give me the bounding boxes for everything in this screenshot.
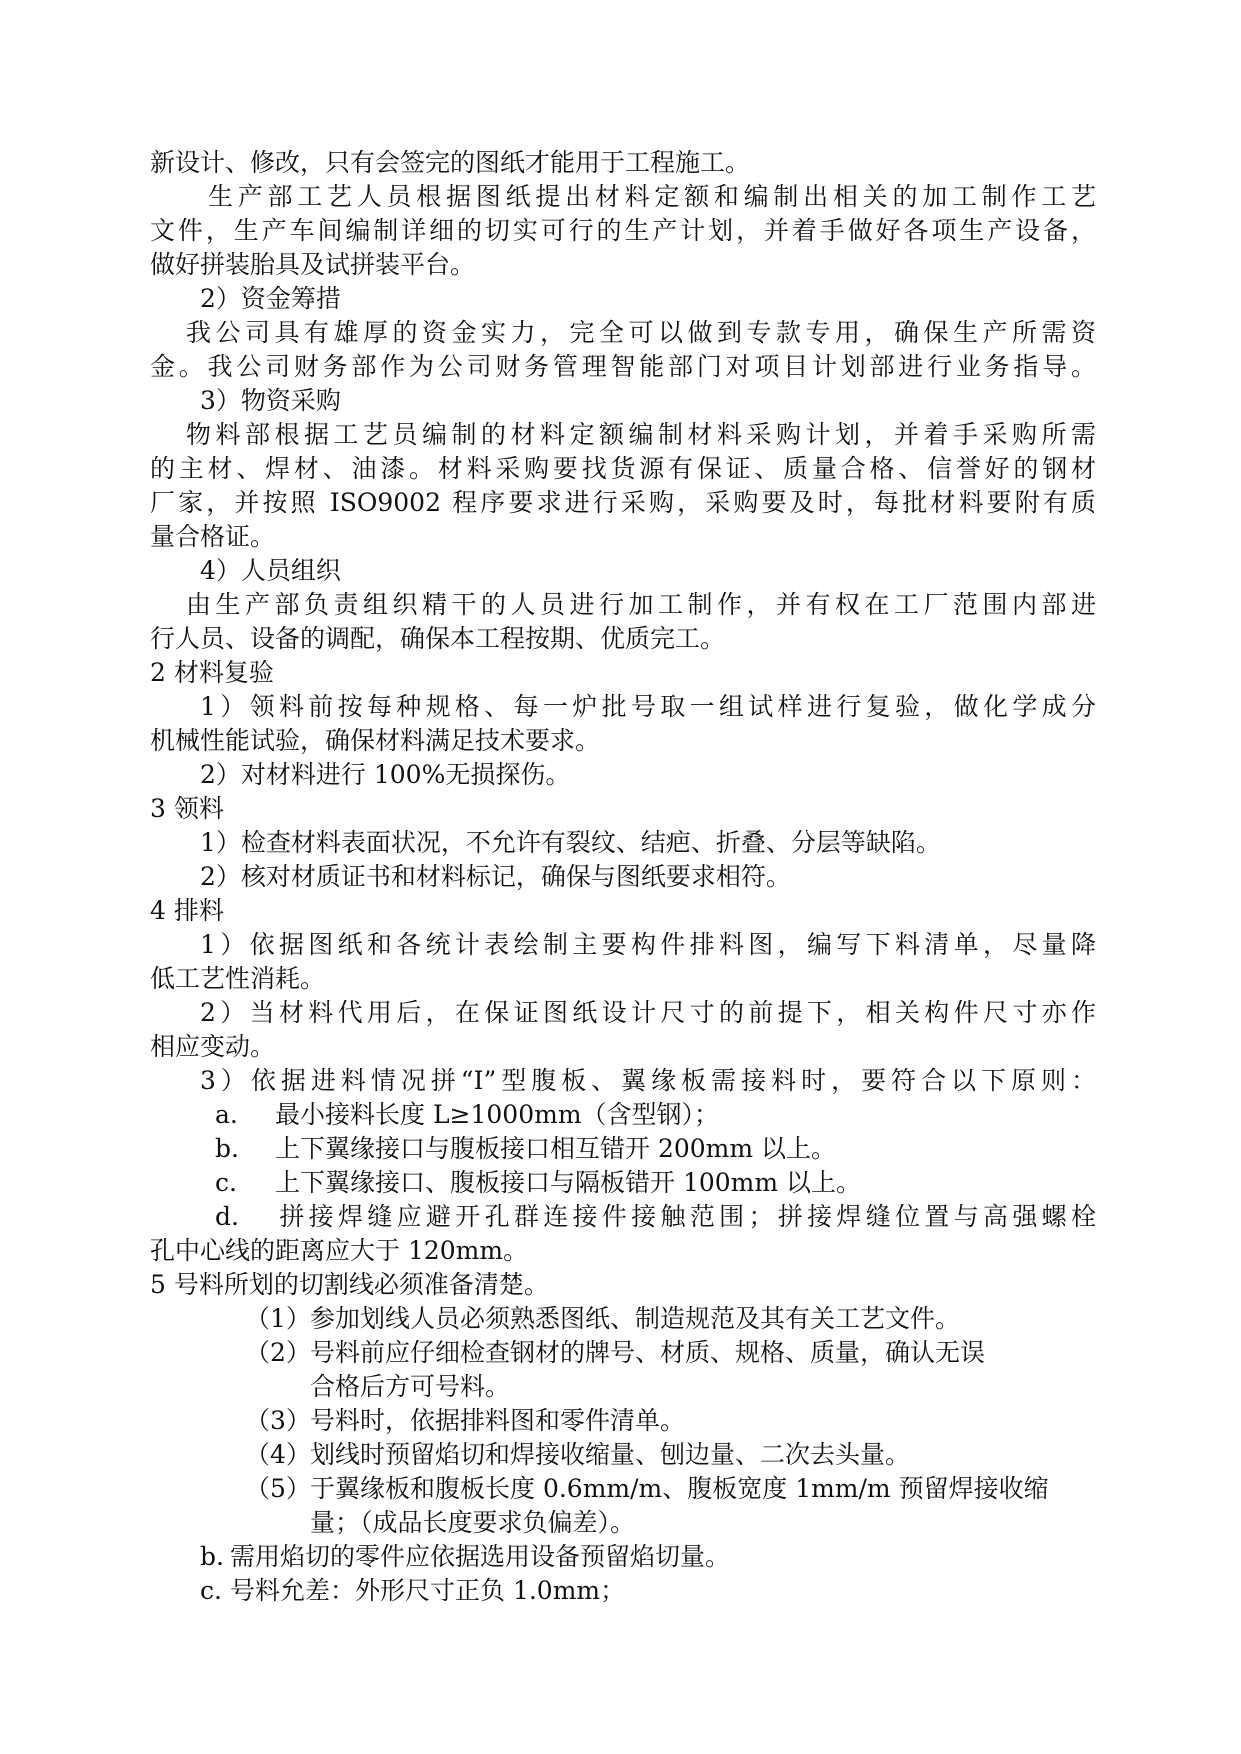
paragraph-line: 量合格证。 bbox=[150, 522, 276, 551]
section-heading: 5 号料所划的切割线必须准备清楚。 bbox=[150, 1270, 549, 1299]
paragraph-line: 2）对材料进行 100%无损探伤。 bbox=[200, 760, 571, 789]
list-item-text: 参加划线人员必须熟悉图纸、制造规范及其有关工艺文件。 bbox=[310, 1304, 961, 1333]
paragraph-line: 厂家，并按照 ISO9002 程序要求进行采购，采购要及时，每批材料要附有质 bbox=[150, 488, 1096, 517]
paragraph-line: 1）领料前按每种规格、每一炉批号取一组试样进行复验，做化学成分 bbox=[200, 692, 1096, 721]
paragraph-line: 2）当材料代用后，在保证图纸设计尺寸的前提下，相关构件尺寸亦作 bbox=[200, 998, 1096, 1027]
list-marker: （1） bbox=[245, 1304, 311, 1333]
list-item bbox=[150, 1540, 1096, 1574]
list-item bbox=[150, 1200, 1096, 1234]
list-item bbox=[150, 1336, 1096, 1370]
section-heading: 3 领料 bbox=[150, 794, 224, 823]
list-marker: （3） bbox=[245, 1406, 311, 1435]
list-item-text: 上下翼缘接口、腹板接口与隔板错开 100mm 以上。 bbox=[275, 1168, 862, 1197]
list-item-text: 拼接焊缝应避开孔群连接件接触范围；拼接焊缝位置与高强螺栓 bbox=[275, 1202, 1096, 1231]
list-item-text: 于翼缘板和腹板长度 0.6mm/m、腹板宽度 1mm/m 预留焊接收缩 bbox=[310, 1474, 1049, 1503]
paragraph-line: 孔中心线的距离应大于 120mm。 bbox=[150, 1236, 529, 1265]
section-heading: 2）资金筹措 bbox=[200, 284, 341, 313]
paragraph-line: 1）检查材料表面状况，不允许有裂纹、结疤、折叠、分层等缺陷。 bbox=[200, 828, 941, 857]
paragraph-line: 2）核对材质证书和材料标记，确保与图纸要求相符。 bbox=[200, 862, 791, 891]
paragraph-line: 我公司具有雄厚的资金实力，完全可以做到专款专用，确保生产所需资 bbox=[186, 318, 1096, 347]
paragraph-line: 做好拼装胎具及试拼装平台。 bbox=[150, 250, 476, 279]
list-item-text: 号料前应仔细检查钢材的牌号、材质、规格、质量，确认无误 bbox=[310, 1338, 986, 1367]
section-heading: 3）物资采购 bbox=[200, 386, 341, 415]
paragraph-line: 生产部工艺人员根据图纸提出材料定额和编制出相关的加工制作工艺 bbox=[208, 182, 1096, 211]
list-item bbox=[150, 1472, 1096, 1506]
list-marker: b. bbox=[215, 1134, 239, 1163]
paragraph-line: 低工艺性消耗。 bbox=[150, 964, 326, 993]
list-marker: （5） bbox=[245, 1474, 311, 1503]
list-item-text: 上下翼缘接口与腹板接口相互错开 200mm 以上。 bbox=[275, 1134, 837, 1163]
paragraph-line: 1）依据图纸和各统计表绘制主要构件排料图，编写下料清单，尽量降 bbox=[200, 930, 1096, 959]
list-marker: （2） bbox=[245, 1338, 311, 1367]
list-marker: b. bbox=[200, 1542, 224, 1571]
list-item bbox=[150, 1302, 1096, 1336]
paragraph-line: 新设计、修改，只有会签完的图纸才能用于工程施工。 bbox=[150, 148, 751, 177]
section-heading: 4 排料 bbox=[150, 896, 224, 925]
list-item bbox=[150, 1132, 1096, 1166]
paragraph-line: 文件，生产车间编制详细的切实可行的生产计划，并着手做好各项生产设备， bbox=[150, 216, 1096, 245]
paragraph-line: 金。我公司财务部作为公司财务管理智能部门对项目计划部进行业务指导。 bbox=[150, 352, 1096, 381]
list-item-continuation: 合格后方可号料。 bbox=[310, 1372, 511, 1401]
list-marker: d. bbox=[215, 1202, 239, 1231]
list-item-text: 号料允差：外形尺寸正负 1.0mm； bbox=[230, 1576, 626, 1605]
list-item bbox=[150, 1166, 1096, 1200]
list-item-text: 号料时，依据排料图和零件清单。 bbox=[310, 1406, 686, 1435]
list-item-text: 最小接料长度 L≥1000mm（含型钢）； bbox=[275, 1100, 720, 1129]
paragraph-line: 的主材、焊材、油漆。材料采购要找货源有保证、质量合格、信誉好的钢材 bbox=[150, 454, 1096, 483]
list-marker: （4） bbox=[245, 1440, 311, 1469]
document-body bbox=[150, 146, 1096, 1608]
section-heading: 4）人员组织 bbox=[200, 556, 341, 585]
paragraph-line: 行人员、设备的调配，确保本工程按期、优质完工。 bbox=[150, 624, 726, 653]
list-item bbox=[150, 1098, 1096, 1132]
list-item bbox=[150, 1574, 1096, 1608]
list-item bbox=[150, 1404, 1096, 1438]
paragraph-line: 机械性能试验，确保材料满足技术要求。 bbox=[150, 726, 601, 755]
list-item-text: 需用焰切的零件应依据选用设备预留焰切量。 bbox=[230, 1542, 731, 1571]
paragraph-line: 物料部根据工艺员编制的材料定额编制材料采购计划，并着手采购所需 bbox=[186, 420, 1096, 449]
list-marker: c. bbox=[215, 1168, 237, 1197]
paragraph-line: 由生产部负责组织精干的人员进行加工制作，并有权在工厂范围内部进 bbox=[186, 590, 1096, 619]
paragraph-line: 3）依据进料情况拼“I”型腹板、翼缘板需接料时，要符合以下原则： bbox=[200, 1066, 1096, 1095]
list-marker: a. bbox=[215, 1100, 238, 1129]
paragraph-line: 相应变动。 bbox=[150, 1032, 276, 1061]
section-heading: 2 材料复验 bbox=[150, 658, 274, 687]
list-item bbox=[150, 1438, 1096, 1472]
list-marker: c. bbox=[200, 1576, 222, 1605]
list-item-text: 划线时预留焰切和焊接收缩量、刨边量、二次去头量。 bbox=[310, 1440, 911, 1469]
list-item-continuation: 量；（成品长度要求负偏差）。 bbox=[310, 1508, 636, 1537]
